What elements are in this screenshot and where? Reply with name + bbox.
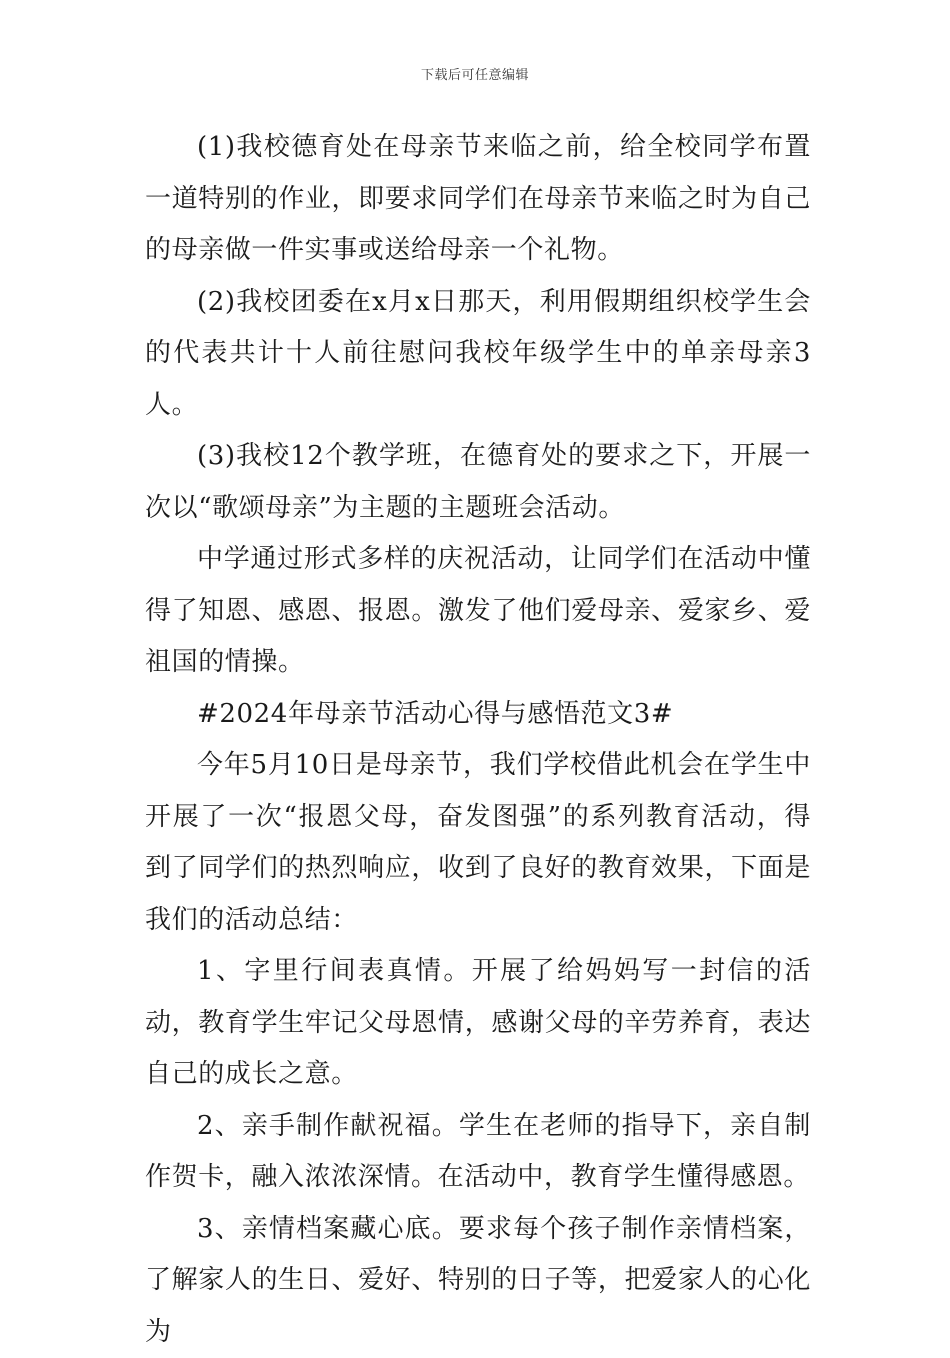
section-heading: #2024年母亲节活动心得与感悟范文3# bbox=[145, 689, 811, 741]
paragraph-item-3: (3)我校12个教学班，在德育处的要求之下，开展一次以“歌颂母亲”为主题的主题班会活动。 bbox=[145, 431, 811, 534]
list-item-1: 1、字里行间表真情。开展了给妈妈写一封信的活动，教育学生牢记父母恩情，感谢父母的辛劳养育，表达自己的成长之意。 bbox=[145, 946, 811, 1101]
list-item-2: 2、亲手制作献祝福。学生在老师的指导下，亲自制作贺卡，融入浓浓深情。在活动中，教育学生懂得感恩。 bbox=[145, 1101, 811, 1204]
page-header-note: 下载后可任意编辑 bbox=[0, 64, 950, 83]
document-body bbox=[145, 122, 811, 1358]
list-item-3: 3、亲情档案藏心底。要求每个孩子制作亲情档案，了解家人的生日、爱好、特别的日子等，把爱家人的心化为 bbox=[145, 1204, 811, 1358]
paragraph-intro: 今年5月10日是母亲节，我们学校借此机会在学生中开展了一次“报恩父母，奋发图强”的系列教育活动，得到了同学们的热烈响应，收到了良好的教育效果，下面是我们的活动总结： bbox=[145, 740, 811, 946]
paragraph-item-1: (1)我校德育处在母亲节来临之前，给全校同学布置一道特别的作业，即要求同学们在母亲节来临之时为自己的母亲做一件实事或送给母亲一个礼物。 bbox=[145, 122, 811, 277]
paragraph-summary: 中学通过形式多样的庆祝活动，让同学们在活动中懂得了知恩、感恩、报恩。激发了他们爱母亲、爱家乡、爱祖国的情操。 bbox=[145, 534, 811, 689]
paragraph-item-2: (2)我校团委在x月x日那天，利用假期组织校学生会的代表共计十人前往慰问我校年级学生中的单亲母亲3人。 bbox=[145, 277, 811, 432]
